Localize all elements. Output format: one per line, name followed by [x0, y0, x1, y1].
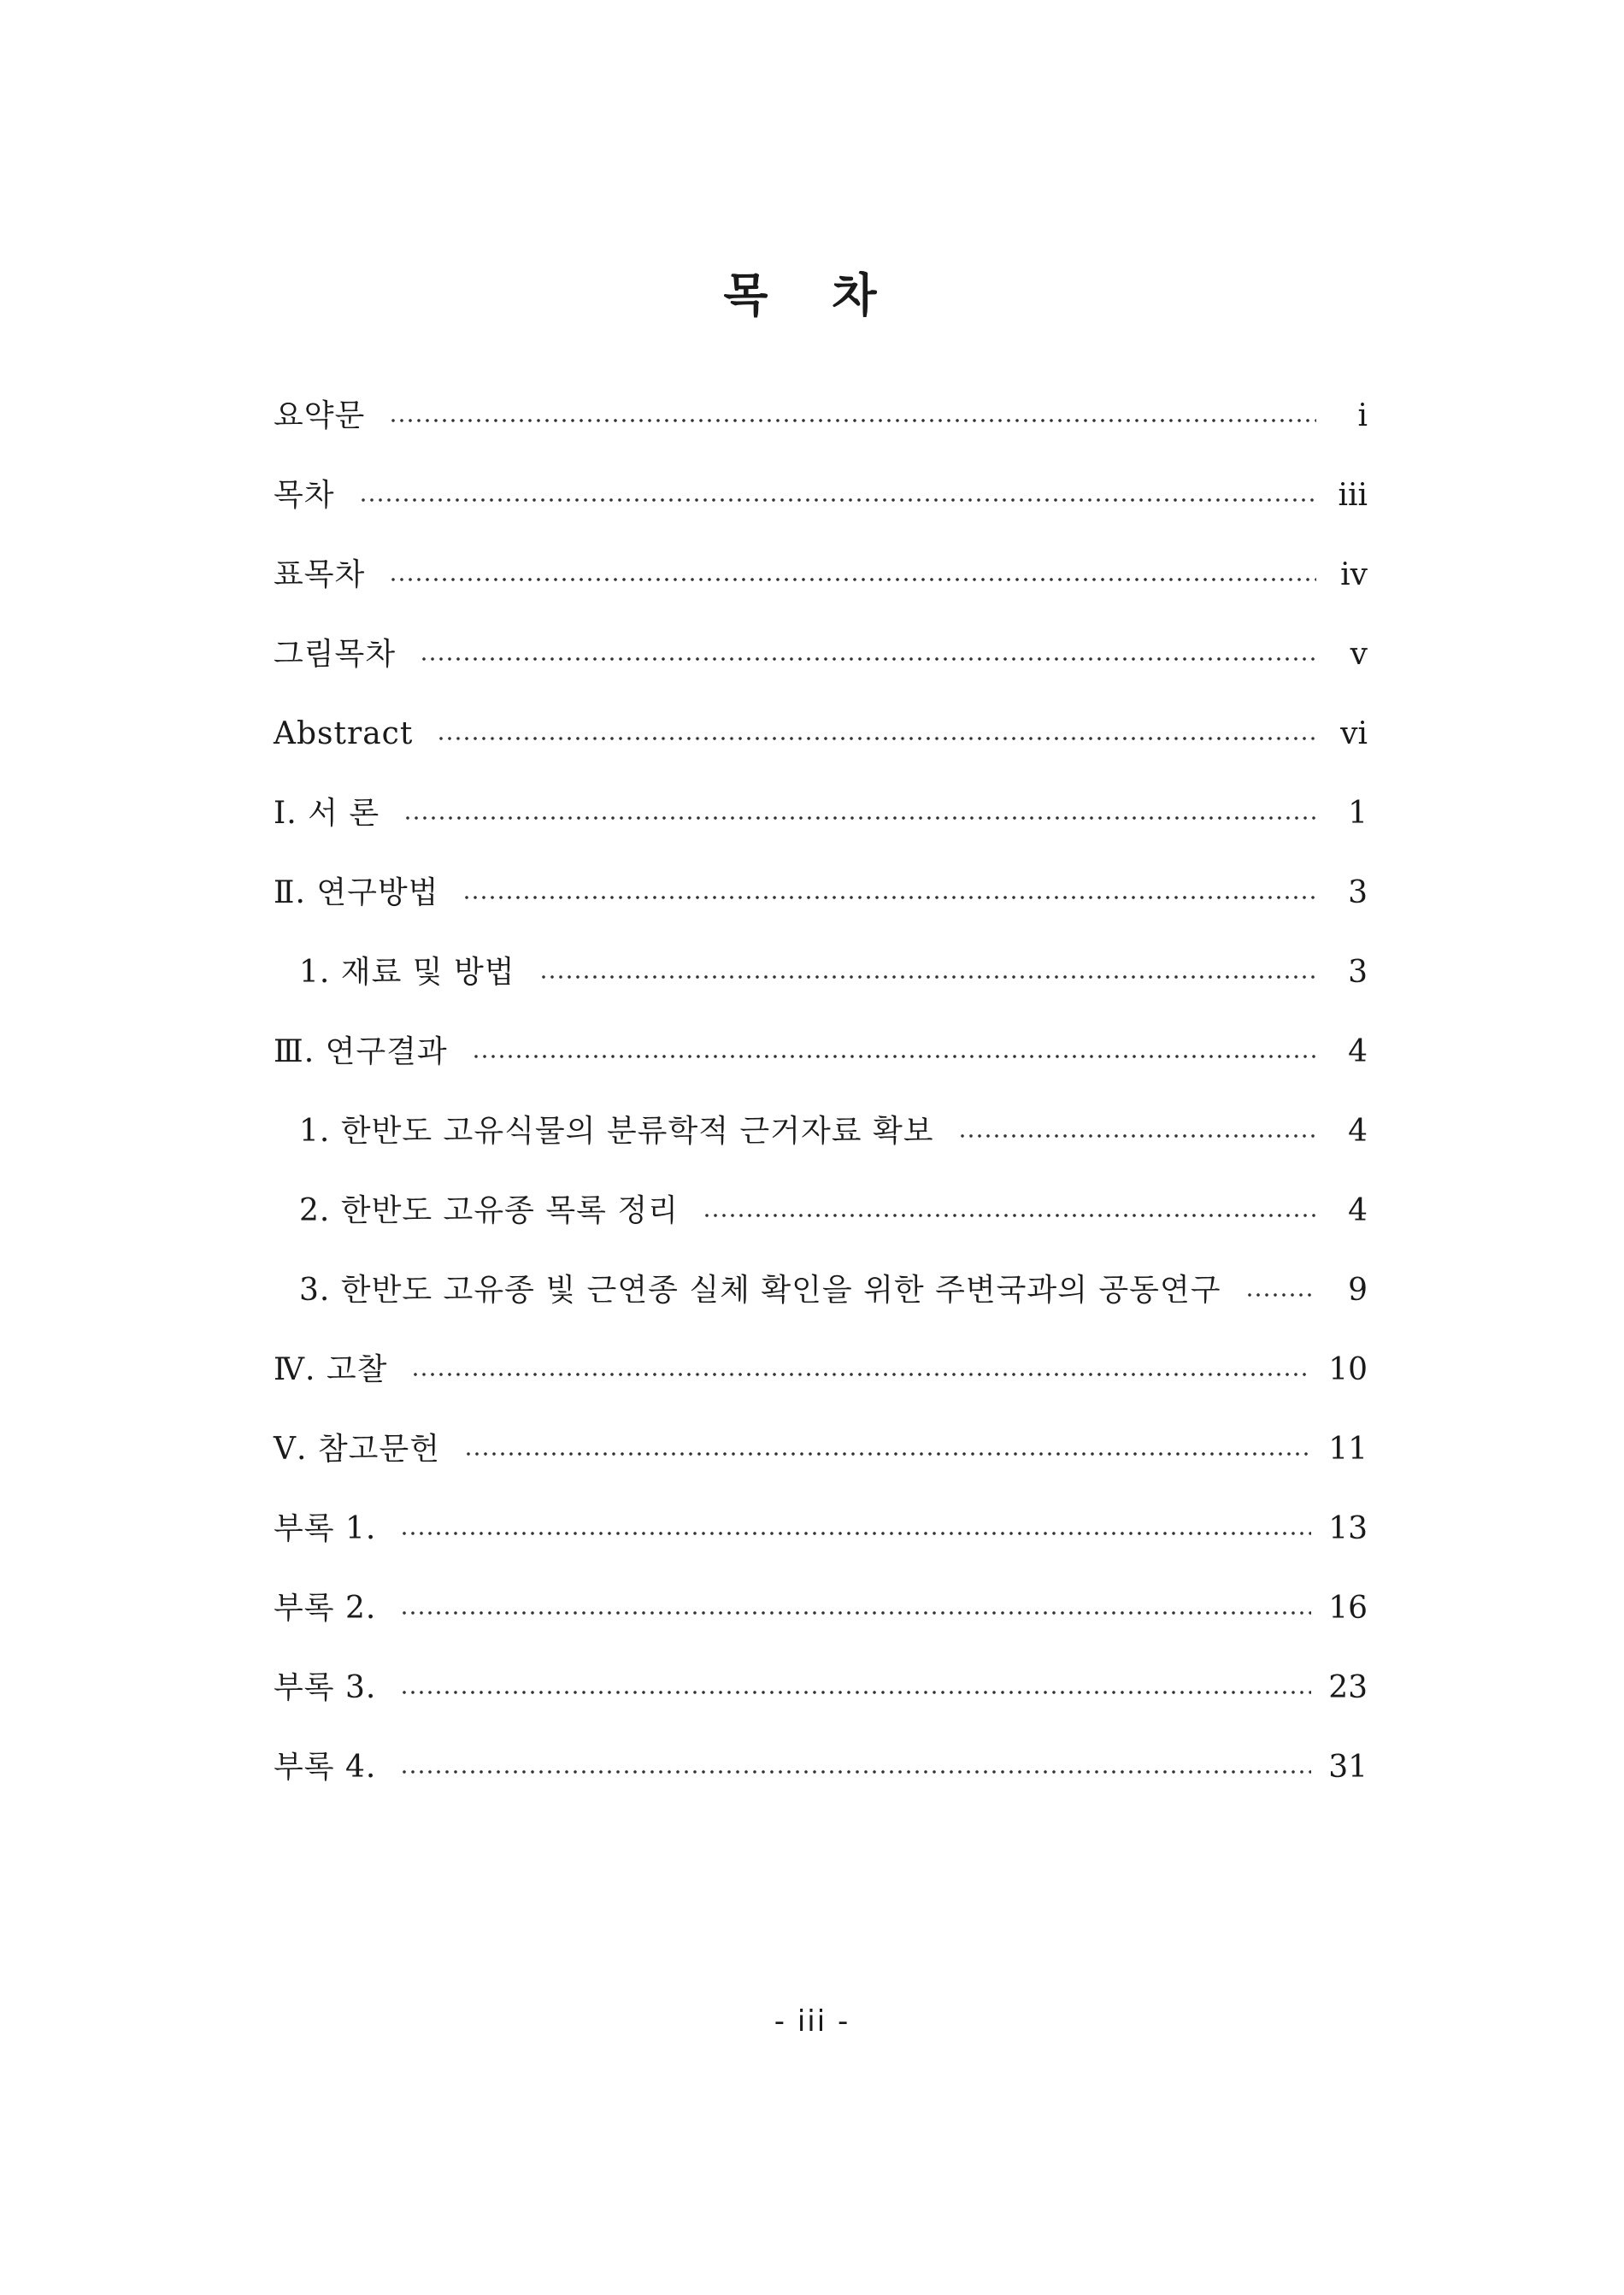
- dot-leader: [403, 816, 1316, 820]
- dot-leader: [389, 419, 1316, 422]
- dot-leader: [420, 657, 1316, 661]
- toc-entry[interactable]: [274, 1330, 1368, 1409]
- toc-entry-page: 1: [1348, 796, 1368, 831]
- toc-entry[interactable]: [274, 853, 1368, 933]
- toc-entry-page: 10: [1328, 1352, 1368, 1387]
- dot-leader: [462, 896, 1316, 899]
- toc-entry-page: 31: [1328, 1750, 1368, 1785]
- dot-leader: [958, 1134, 1316, 1138]
- toc-entry-label: 부록 1.: [274, 1511, 377, 1546]
- toc-entry-page: 16: [1328, 1591, 1368, 1626]
- dot-leader: [472, 1055, 1316, 1058]
- toc-entry[interactable]: [274, 615, 1368, 694]
- toc-entry-label: 1. 재료 및 방법: [299, 955, 515, 990]
- toc-entry-page: 4: [1348, 1114, 1368, 1149]
- table-of-contents: [274, 376, 1368, 1807]
- toc-entry[interactable]: [274, 1727, 1368, 1807]
- toc-entry-label: 표목차: [274, 557, 366, 592]
- toc-entry-page: i: [1357, 398, 1368, 433]
- dot-leader: [464, 1452, 1311, 1456]
- toc-entry-label: Ⅳ. 고찰: [274, 1352, 388, 1387]
- toc-entry[interactable]: [274, 1012, 1368, 1092]
- toc-entry-label: 1. 한반도 고유식물의 분류학적 근거자료 확보: [299, 1114, 934, 1149]
- dot-leader: [437, 737, 1316, 740]
- toc-entry[interactable]: [274, 535, 1368, 615]
- toc-entry-page: 9: [1348, 1273, 1368, 1308]
- toc-entry-page: 3: [1348, 875, 1368, 910]
- toc-entry-page: 4: [1348, 1034, 1368, 1069]
- toc-entry-page: iii: [1338, 478, 1368, 513]
- toc-entry-page: 3: [1348, 955, 1368, 990]
- dot-leader: [400, 1770, 1311, 1774]
- dot-leader: [1245, 1293, 1316, 1297]
- page-title: 목 차: [723, 268, 901, 322]
- toc-entry[interactable]: [274, 1489, 1368, 1568]
- toc-entry[interactable]: [274, 1648, 1368, 1727]
- toc-entry-page: 23: [1328, 1670, 1368, 1705]
- toc-entry-label: Ⅰ. 서 론: [274, 796, 380, 831]
- dot-leader: [400, 1532, 1311, 1535]
- toc-entry-label: 부록 4.: [274, 1750, 377, 1785]
- toc-entry[interactable]: [274, 1409, 1368, 1489]
- toc-entry-page: 11: [1328, 1432, 1368, 1467]
- dot-leader: [411, 1373, 1311, 1376]
- toc-entry-label: 그림목차: [274, 637, 397, 672]
- toc-entry-label: 부록 2.: [274, 1591, 377, 1626]
- dot-leader: [400, 1611, 1311, 1615]
- toc-subentry[interactable]: [274, 1250, 1368, 1330]
- toc-entry-label: Ⅱ. 연구방법: [274, 875, 439, 910]
- dot-leader: [389, 578, 1316, 581]
- toc-entry[interactable]: [274, 1568, 1368, 1648]
- toc-entry[interactable]: [274, 774, 1368, 853]
- toc-entry-page: vi: [1340, 716, 1368, 751]
- toc-entry-page: 13: [1328, 1511, 1368, 1546]
- toc-entry-page: iv: [1340, 557, 1368, 592]
- toc-entry-label: Abstract: [274, 716, 414, 751]
- page-number-footer: - iii -: [774, 2004, 850, 2039]
- toc-entry-label: Ⅲ. 연구결과: [274, 1034, 448, 1069]
- toc-entry[interactable]: [274, 456, 1368, 535]
- dot-leader: [703, 1214, 1316, 1217]
- toc-entry-page: 4: [1348, 1193, 1368, 1228]
- dot-leader: [539, 975, 1316, 979]
- toc-entry[interactable]: [274, 694, 1368, 774]
- dot-leader: [359, 498, 1316, 502]
- dot-leader: [400, 1691, 1311, 1694]
- toc-entry[interactable]: [274, 376, 1368, 456]
- toc-subentry[interactable]: [274, 1171, 1368, 1250]
- toc-entry-label: 요약문: [274, 398, 366, 433]
- toc-subentry[interactable]: [274, 933, 1368, 1012]
- toc-entry-label: Ⅴ. 참고문헌: [274, 1432, 440, 1467]
- toc-entry-label: 부록 3.: [274, 1670, 377, 1705]
- toc-entry-label: 3. 한반도 고유종 빛 근연종 실체 확인을 위한 주변국과의 공동연구: [299, 1273, 1221, 1308]
- toc-entry-label: 목차: [274, 478, 335, 513]
- toc-entry-label: 2. 한반도 고유종 목록 정리: [299, 1193, 679, 1228]
- toc-subentry[interactable]: [274, 1092, 1368, 1171]
- toc-entry-page: v: [1350, 637, 1368, 672]
